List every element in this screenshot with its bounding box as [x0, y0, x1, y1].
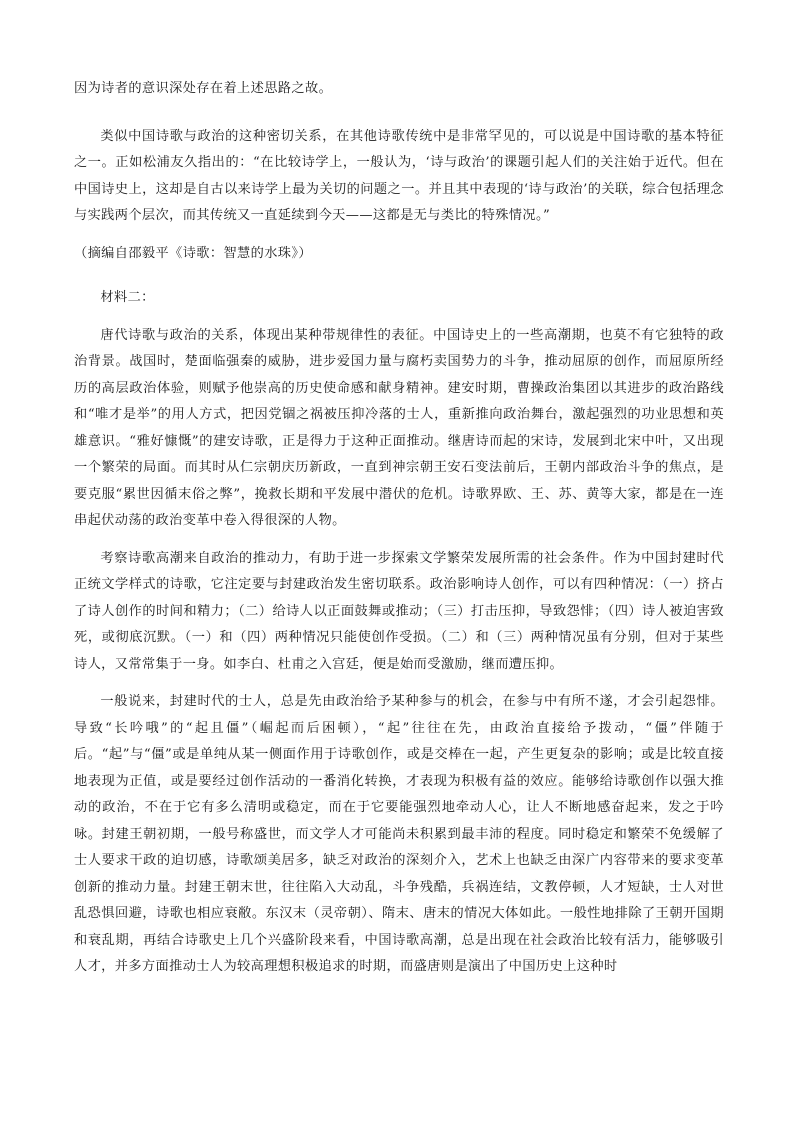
paragraph-poetry-politics-relation: 类似中国诗歌与政治的这种密切关系，在其他诗歌传统中是非常罕见的，可以说是中国诗歌的基本特征之一。正如松浦友久指出的：“在比较诗学上，一般认为，‘诗与政治’的课题引起人们的关注始于近代。但在中国诗史上，这却是自古以来诗学上最为关切的问题之一。并且其中表现的‘诗与政治’的关联，综合包括理念与实践两个层次，而其传统又一直延续到今天——这都是无与类比的特殊情况。” — [74, 128, 724, 223]
source-citation: （摘编自邵毅平《诗歌：智慧的水珠》） — [74, 245, 312, 261]
section-heading-material-two: 材料二： — [100, 290, 155, 305]
paragraph-political-driving-force: 考察诗歌高潮来自政治的推动力，有助于进一步探索文学繁荣发展所需的社会条件。作为中国封建时代正统文学样式的诗歌，它注定要与封建政治发生密切联系。政治影响诗人创作，可以有四种情况：（一）挤占了诗人创作的时间和精力；（二）给诗人以正面鼓舞或推动；（三）打击压抑，导致怨悱；（四）诗人被迫害致死，或彻底沉默。（一）和（四）两种情况只能使创作受损。（二）和（三）两种情况虽有分别，但对于某些诗人，又常常集于一身。如李白、杜甫之入宫廷，便是始而受激励，继而遭压抑。 — [74, 550, 724, 672]
paragraph-continuation: 因为诗者的意识深处存在着上述思路之故。 — [74, 81, 333, 96]
paragraph-tang-poetry-politics: 唐代诗歌与政治的关系，体现出某种带规律性的表征。中国诗史上的一些高潮期，也莫不有它独特的政治背景。战国时，楚面临强秦的威胁，进步爱国力量与腐朽卖国势力的斗争，推动屈原的创作，而屈原所经历的高层政治体验，则赋予他崇高的历史使命感和献身精神。建安时期，曹操政治集团以其进步的政治路线和“唯才是举”的用人方式，把因党锢之祸被压抑冷落的士人，重新推向政治舞台，激起强烈的功业思想和英雄意识。“雅好慷慨”的建安诗歌，正是得力于这种正面推动。继唐诗而起的宋诗，发展到北宋中叶，又出现一个繁荣的局面。而其时从仁宗朝庆历新政，一直到神宗朝王安石变法前后，王朝内部政治斗争的焦点，是要克服“累世因循末俗之弊”，挽救长期和平发展中潜伏的危机。诗歌界欧、王、苏、黄等大家，都是在一连串起伏动荡的政治变革中卷入得很深的人物。 — [74, 327, 724, 528]
paragraph-feudal-scholars: 一般说来，封建时代的士人，总是先由政治给予某种参与的机会，在参与中有所不遂，才会引起怨悱。导致“长吟哦”的“起且僵”（崛起而后困顿），“起”往往在先，由政治直接给予拨动，“僵”伴随于后。“起”与“僵”或是单纯从某一侧面作用于诗歌创作，或是交棒在一起，产生更复杂的影响；或是比较直接地表现为正值，或是要经过创作活动的一番消化转换，才表现为积极有益的效应。能够给诗歌创作以强大推动的政治，不在于它有多么清明或稳定，而在于它要能强烈地牵动人心，让人不断地感奋起来，发之于吟咏。封建王朝初期，一般号称盛世，而文学人才可能尚未积累到最丰沛的程度。同时稳定和繁荣不免缓解了士人要求干政的迫切感，诗歌颂美居多，缺乏对政治的深刻介入，艺术上也缺乏由深广内容带来的要求变革创新的推动力量。封建王朝末世，往往陷入大动乱，斗争残酷，兵祸连结，文教停顿，人才短缺，士人对世乱恐惧回避，诗歌也相应衰敝。东汉末（灵帝朝）、隋末、唐末的情况大体如此。一般性地排除了王朝开国期和衰乱期，再结合诗歌史上几个兴盛阶段来看，中国诗歌高潮，总是出现在社会政治比较有活力，能够吸引人才，并多方面推动士人为较高理想积极追求的时期，而盛唐则是演出了中国历史上这种时 — [74, 694, 724, 974]
